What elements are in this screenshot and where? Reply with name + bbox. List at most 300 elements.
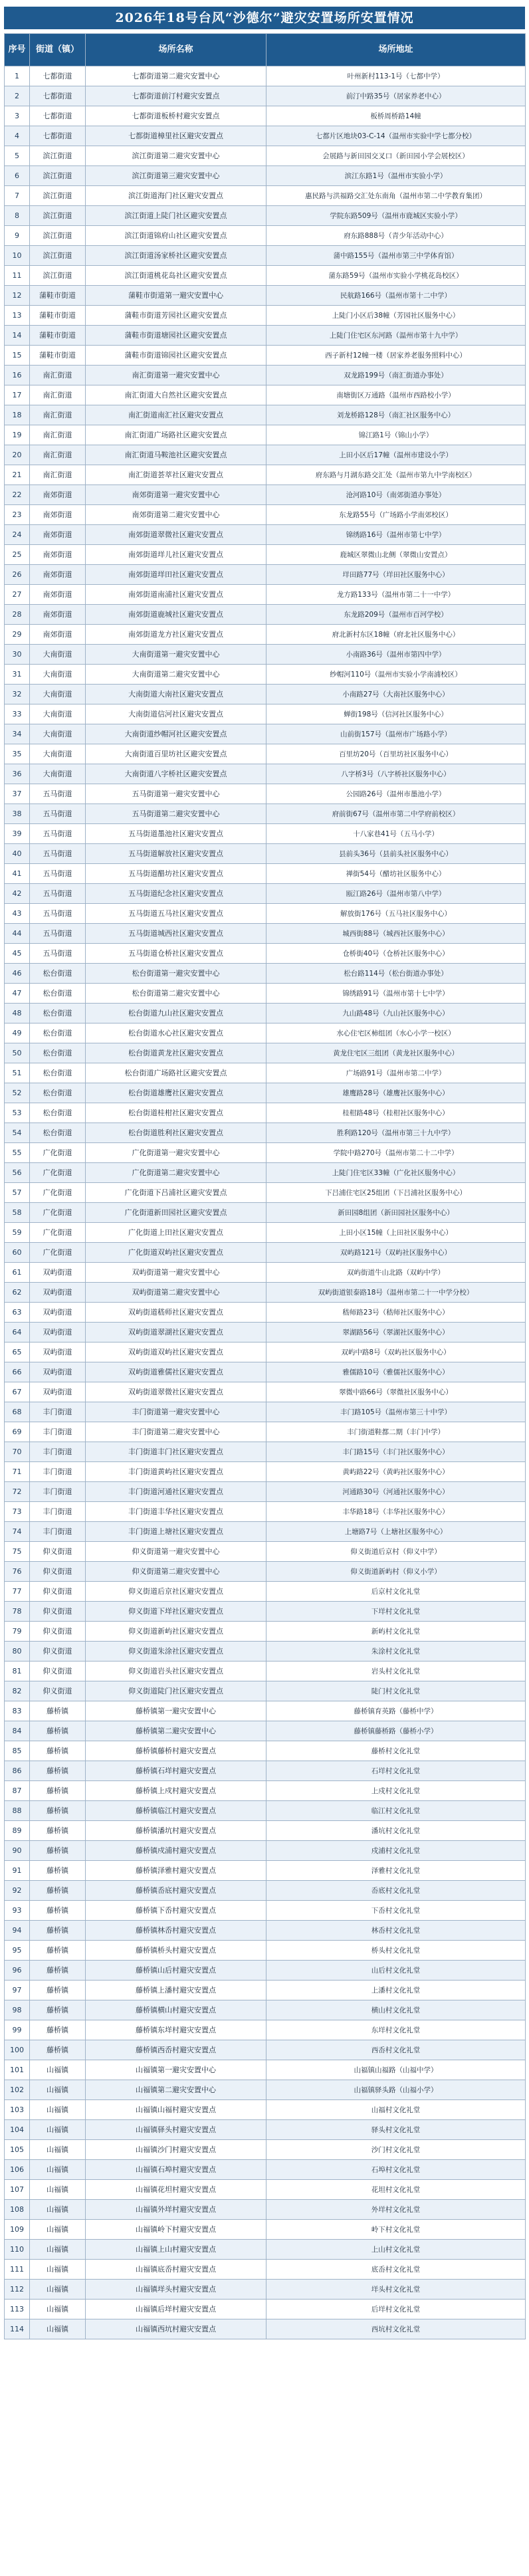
row-index: 105	[5, 2140, 30, 2160]
header-index: 序号	[5, 34, 30, 66]
row-shelter-name: 大南街道信河社区避灾安置点	[86, 704, 266, 724]
row-index: 23	[5, 505, 30, 525]
row-shelter-address: 仓桥街40号（仓桥社区服务中心）	[266, 944, 526, 964]
row-shelter-name: 广化街道新田园社区避灾安置点	[86, 1203, 266, 1223]
row-shelter-name: 藤桥镇东垟村避灾安置点	[86, 2020, 266, 2040]
table-row	[5, 286, 526, 306]
row-street: 松台街道	[30, 1063, 86, 1083]
row-shelter-address: 叶州新村113-1号（七都中学）	[266, 66, 526, 86]
row-street: 藤桥镇	[30, 2000, 86, 2020]
row-index: 32	[5, 685, 30, 704]
row-index: 37	[5, 784, 30, 804]
row-street: 藤桥镇	[30, 1801, 86, 1821]
table-row	[5, 1761, 526, 1781]
table-row	[5, 2220, 526, 2240]
row-street: 丰门街道	[30, 1502, 86, 1522]
table-row	[5, 1901, 526, 1921]
row-index: 12	[5, 286, 30, 306]
row-shelter-address: 八字桥3号（八字桥社区服务中心）	[266, 764, 526, 784]
row-index: 78	[5, 1602, 30, 1622]
row-shelter-name: 大南街道纱帽河社区避灾安置点	[86, 724, 266, 744]
row-shelter-address: 上陡门住宅区东河路（温州市第十九中学）	[266, 326, 526, 346]
row-shelter-address: 学院东路509号（温州市鹿城区实验小学）	[266, 206, 526, 226]
table-row	[5, 864, 526, 884]
row-shelter-name: 滨江街道第二避灾安置中心	[86, 146, 266, 166]
row-shelter-name: 仰义街道后京社区避灾安置点	[86, 1582, 266, 1602]
table-row	[5, 126, 526, 146]
row-street: 丰门街道	[30, 1402, 86, 1422]
row-shelter-address: 双屿中路8号（双屿社区服务中心）	[266, 1342, 526, 1362]
row-index: 73	[5, 1502, 30, 1522]
table-row	[5, 1083, 526, 1103]
row-shelter-name: 藤桥镇上潘村避灾安置点	[86, 1981, 266, 2000]
row-street: 滨江街道	[30, 246, 86, 266]
table-row	[5, 884, 526, 904]
row-index: 110	[5, 2240, 30, 2260]
row-shelter-name: 南郊街道垟儿社区避灾安置点	[86, 545, 266, 565]
table-row	[5, 1303, 526, 1323]
row-shelter-name: 山福镇底岙村避灾安置点	[86, 2260, 266, 2280]
row-shelter-address: 上田小区15幢（上田社区服务中心）	[266, 1223, 526, 1243]
row-shelter-name: 藤桥镇第一避灾安置中心	[86, 1701, 266, 1721]
table-row	[5, 1582, 526, 1602]
row-street: 双屿街道	[30, 1323, 86, 1342]
row-shelter-name: 藤桥镇戍浦村避灾安置点	[86, 1841, 266, 1861]
header-street: 街道（镇）	[30, 34, 86, 66]
row-index: 92	[5, 1881, 30, 1901]
row-index: 21	[5, 465, 30, 485]
row-shelter-name: 山福镇外垟村避灾安置点	[86, 2200, 266, 2220]
table-row	[5, 66, 526, 86]
row-index: 49	[5, 1023, 30, 1043]
row-street: 丰门街道	[30, 1462, 86, 1482]
row-index: 79	[5, 1622, 30, 1642]
shelter-table	[4, 33, 526, 2339]
row-shelter-address: 翠微中路66号（翠微社区服务中心）	[266, 1382, 526, 1402]
table-row	[5, 266, 526, 286]
table-row	[5, 1023, 526, 1043]
row-street: 藤桥镇	[30, 1741, 86, 1761]
row-shelter-name: 藤桥镇潘坑村避灾安置点	[86, 1821, 266, 1841]
row-shelter-name: 南郊街道鹿城社区避灾安置点	[86, 605, 266, 625]
row-index: 10	[5, 246, 30, 266]
row-shelter-name: 南郊街道第二避灾安置中心	[86, 505, 266, 525]
row-street: 仰义街道	[30, 1642, 86, 1662]
row-street: 七都街道	[30, 126, 86, 146]
row-street: 五马街道	[30, 844, 86, 864]
table-row	[5, 685, 526, 704]
table-row	[5, 2300, 526, 2319]
table-row	[5, 844, 526, 864]
row-shelter-name: 藤桥镇西岙村避灾安置点	[86, 2040, 266, 2060]
row-shelter-address: 垟田路77号（垟田社区服务中心）	[266, 565, 526, 585]
row-street: 七都街道	[30, 86, 86, 106]
row-shelter-name: 藤桥镇林岙村避灾安置点	[86, 1921, 266, 1941]
row-index: 24	[5, 525, 30, 545]
table-row	[5, 1721, 526, 1741]
row-shelter-address: 岙底村文化礼堂	[266, 1881, 526, 1901]
table-row	[5, 226, 526, 246]
row-index: 6	[5, 166, 30, 186]
row-shelter-address: 七都片区地块03-C-14（温州市实验中学七都分校）	[266, 126, 526, 146]
row-street: 山福镇	[30, 2319, 86, 2339]
row-shelter-name: 双屿街道嵇师社区避灾安置点	[86, 1303, 266, 1323]
row-index: 102	[5, 2080, 30, 2100]
row-shelter-name: 广化街道双屿社区避灾安置点	[86, 1243, 266, 1263]
table-row	[5, 545, 526, 565]
row-index: 99	[5, 2020, 30, 2040]
row-street: 南汇街道	[30, 425, 86, 445]
table-row	[5, 585, 526, 605]
row-shelter-address: 学院中路270号（温州市第二十二中学）	[266, 1143, 526, 1163]
row-shelter-name: 大南街道第二避灾安置中心	[86, 665, 266, 685]
row-street: 松台街道	[30, 1083, 86, 1103]
row-street: 五马街道	[30, 944, 86, 964]
row-street: 仰义街道	[30, 1681, 86, 1701]
table-row	[5, 1921, 526, 1941]
row-shelter-address: 丰华路18号（丰华社区服务中心）	[266, 1502, 526, 1522]
row-index: 112	[5, 2280, 30, 2300]
row-index: 89	[5, 1821, 30, 1841]
row-index: 46	[5, 964, 30, 984]
row-index: 56	[5, 1163, 30, 1183]
table-row	[5, 1243, 526, 1263]
row-shelter-name: 松台街道黄龙社区避灾安置点	[86, 1043, 266, 1063]
table-row	[5, 1283, 526, 1303]
row-shelter-address: 府东路与月湖东路交汇处（温州市第九中学南校区）	[266, 465, 526, 485]
table-row	[5, 984, 526, 1004]
row-shelter-name: 滨江街道第三避灾安置中心	[86, 166, 266, 186]
table-row	[5, 1223, 526, 1243]
row-shelter-name: 广化街道第二避灾安置中心	[86, 1163, 266, 1183]
row-shelter-address: 横山村文化礼堂	[266, 2000, 526, 2020]
row-index: 69	[5, 1422, 30, 1442]
row-index: 8	[5, 206, 30, 226]
row-shelter-name: 南郊街道垟田社区避灾安置点	[86, 565, 266, 585]
row-index: 81	[5, 1662, 30, 1681]
row-shelter-name: 山福镇沙门村避灾安置点	[86, 2140, 266, 2160]
row-street: 广化街道	[30, 1163, 86, 1183]
table-row	[5, 326, 526, 346]
row-shelter-name: 丰门街道上塘社区避灾安置点	[86, 1522, 266, 1542]
row-index: 107	[5, 2180, 30, 2200]
row-shelter-name: 滨江街道汤家桥社区避灾安置点	[86, 246, 266, 266]
row-shelter-address: 会展路与新田园交叉口（新田园小学会展校区）	[266, 146, 526, 166]
row-index: 111	[5, 2260, 30, 2280]
row-shelter-name: 藤桥镇上戍村避灾安置点	[86, 1781, 266, 1801]
row-street: 藤桥镇	[30, 1861, 86, 1881]
table-row	[5, 425, 526, 445]
row-street: 南郊街道	[30, 625, 86, 645]
table-row	[5, 1482, 526, 1502]
row-index: 15	[5, 346, 30, 366]
row-index: 70	[5, 1442, 30, 1462]
row-index: 44	[5, 924, 30, 944]
row-shelter-name: 南郊街道南浦社区避灾安置点	[86, 585, 266, 605]
row-shelter-name: 山福镇山福村避灾安置点	[86, 2100, 266, 2120]
table-row	[5, 1402, 526, 1422]
row-street: 松台街道	[30, 1004, 86, 1023]
table-row	[5, 1462, 526, 1482]
document-title: 2026年18号台风“沙德尔”避灾安置场所安置情况	[4, 7, 525, 29]
row-street: 松台街道	[30, 964, 86, 984]
row-street: 藤桥镇	[30, 1981, 86, 2000]
row-shelter-name: 五马街道墨池社区避灾安置点	[86, 824, 266, 844]
row-shelter-name: 仰义街道新屿社区避灾安置点	[86, 1622, 266, 1642]
row-shelter-name: 仰义街道第一避灾安置中心	[86, 1542, 266, 1562]
row-shelter-address: 临江村文化礼堂	[266, 1801, 526, 1821]
row-index: 82	[5, 1681, 30, 1701]
row-street: 松台街道	[30, 1023, 86, 1043]
row-shelter-name: 七都街道樟里社区避灾安置点	[86, 126, 266, 146]
table-row	[5, 2319, 526, 2339]
row-index: 97	[5, 1981, 30, 2000]
table-row	[5, 86, 526, 106]
row-shelter-address: 双屿街道银泰路18号（温州市第二十一中学分校）	[266, 1283, 526, 1303]
row-street: 山福镇	[30, 2200, 86, 2220]
row-shelter-name: 山福镇后垟村避灾安置点	[86, 2300, 266, 2319]
row-shelter-address: 胜利路120号（温州市第三十九中学）	[266, 1123, 526, 1143]
row-index: 66	[5, 1362, 30, 1382]
table-row	[5, 405, 526, 425]
row-index: 63	[5, 1303, 30, 1323]
row-shelter-address: 石垟村文化礼堂	[266, 1761, 526, 1781]
table-row	[5, 1961, 526, 1981]
row-street: 滨江街道	[30, 226, 86, 246]
row-index: 67	[5, 1382, 30, 1402]
table-row	[5, 166, 526, 186]
row-shelter-name: 五马街道纪念社区避灾安置点	[86, 884, 266, 904]
row-shelter-address: 朱涂村文化礼堂	[266, 1642, 526, 1662]
table-row	[5, 1941, 526, 1961]
row-index: 5	[5, 146, 30, 166]
row-shelter-address: 翠湖路56号（翠湖社区服务中心）	[266, 1323, 526, 1342]
row-shelter-name: 山福镇西坑村避灾安置点	[86, 2319, 266, 2339]
row-shelter-address: 府东路888号（青少年活动中心）	[266, 226, 526, 246]
row-shelter-address: 山前街157号（温州市广场路小学）	[266, 724, 526, 744]
row-index: 71	[5, 1462, 30, 1482]
row-index: 42	[5, 884, 30, 904]
row-shelter-name: 松台街道广场路社区避灾安置点	[86, 1063, 266, 1083]
row-street: 大南街道	[30, 665, 86, 685]
row-shelter-name: 五马街道五马社区避灾安置点	[86, 904, 266, 924]
table-row	[5, 385, 526, 405]
row-index: 95	[5, 1941, 30, 1961]
row-shelter-address: 下岙村文化礼堂	[266, 1901, 526, 1921]
row-shelter-name: 山福镇第二避灾安置中心	[86, 2080, 266, 2100]
row-shelter-name: 藤桥镇临江村避灾安置点	[86, 1801, 266, 1821]
row-index: 84	[5, 1721, 30, 1741]
row-shelter-name: 五马街道第二避灾安置中心	[86, 804, 266, 824]
row-shelter-address: 林岙村文化礼堂	[266, 1921, 526, 1941]
row-index: 60	[5, 1243, 30, 1263]
table-row	[5, 1841, 526, 1861]
row-shelter-address: 前汀中路35号（居家养老中心）	[266, 86, 526, 106]
row-shelter-address: 石埠村文化礼堂	[266, 2160, 526, 2180]
table-row	[5, 1103, 526, 1123]
row-index: 30	[5, 645, 30, 665]
table-row	[5, 764, 526, 784]
row-shelter-address: 潘坑村文化礼堂	[266, 1821, 526, 1841]
table-row	[5, 525, 526, 545]
table-row	[5, 1323, 526, 1342]
row-index: 57	[5, 1183, 30, 1203]
row-index: 74	[5, 1522, 30, 1542]
row-shelter-address: 松台路114号（松台街道办事处）	[266, 964, 526, 984]
row-shelter-name: 双屿街道翠微社区避灾安置点	[86, 1382, 266, 1402]
row-shelter-address: 解放街176号（五马社区服务中心）	[266, 904, 526, 924]
row-shelter-address: 雅儒路10号（雅儒社区服务中心）	[266, 1362, 526, 1382]
table-row	[5, 724, 526, 744]
row-index: 40	[5, 844, 30, 864]
row-street: 山福镇	[30, 2240, 86, 2260]
table-row	[5, 1342, 526, 1362]
row-index: 54	[5, 1123, 30, 1143]
row-index: 62	[5, 1283, 30, 1303]
row-street: 仰义街道	[30, 1562, 86, 1582]
row-shelter-address: 蝉街198号（信河社区服务中心）	[266, 704, 526, 724]
row-shelter-address: 西岙村文化礼堂	[266, 2040, 526, 2060]
row-street: 广化街道	[30, 1183, 86, 1203]
table-row	[5, 1801, 526, 1821]
row-index: 22	[5, 485, 30, 505]
row-shelter-address: 嵇师路23号（嵇师社区服务中心）	[266, 1303, 526, 1323]
row-shelter-address: 双屿路121号（双屿社区服务中心）	[266, 1243, 526, 1263]
row-shelter-name: 大南街道八字桥社区避灾安置点	[86, 764, 266, 784]
row-shelter-address: 东垟村文化礼堂	[266, 2020, 526, 2040]
row-shelter-name: 仰义街道第二避灾安置中心	[86, 1562, 266, 1582]
row-shelter-address: 上陡门住宅区33幢（广化社区服务中心）	[266, 1163, 526, 1183]
row-index: 14	[5, 326, 30, 346]
row-street: 南郊街道	[30, 505, 86, 525]
row-index: 93	[5, 1901, 30, 1921]
row-shelter-address: 新屿村文化礼堂	[266, 1622, 526, 1642]
row-shelter-address: 刘龙桥路128号（南汇社区服务中心）	[266, 405, 526, 425]
row-shelter-name: 仰义街道朱涂社区避灾安置点	[86, 1642, 266, 1662]
table-row	[5, 2140, 526, 2160]
row-street: 大南街道	[30, 645, 86, 665]
row-street: 广化街道	[30, 1243, 86, 1263]
row-index: 109	[5, 2220, 30, 2240]
row-shelter-name: 藤桥镇石垟村避灾安置点	[86, 1761, 266, 1781]
table-row	[5, 1063, 526, 1083]
row-shelter-name: 双屿街道翠湖社区避灾安置点	[86, 1323, 266, 1342]
row-street: 广化街道	[30, 1203, 86, 1223]
table-row	[5, 1622, 526, 1642]
row-street: 大南街道	[30, 704, 86, 724]
row-shelter-address: 南塘街区万通路（温州市西路校小学）	[266, 385, 526, 405]
row-shelter-address: 下吕浦住宅区25组团（下吕浦社区服务中心）	[266, 1183, 526, 1203]
table-row	[5, 2260, 526, 2280]
row-shelter-name: 七都街道第二避灾安置中心	[86, 66, 266, 86]
row-shelter-address: 惠民路与洪福路交汇处东南角（温州市第二中学教育集团）	[266, 186, 526, 206]
table-row	[5, 1981, 526, 2000]
table-row	[5, 784, 526, 804]
row-index: 1	[5, 66, 30, 86]
table-row	[5, 1442, 526, 1462]
row-shelter-address: 黄屿路22号（黄屿社区服务中心）	[266, 1462, 526, 1482]
row-shelter-name: 丰门街道黄屿社区避灾安置点	[86, 1462, 266, 1482]
row-index: 64	[5, 1323, 30, 1342]
table-row	[5, 1123, 526, 1143]
row-index: 55	[5, 1143, 30, 1163]
row-shelter-name: 山福镇第一避灾安置中心	[86, 2060, 266, 2080]
row-street: 双屿街道	[30, 1342, 86, 1362]
row-shelter-name: 丰门街道第一避灾安置中心	[86, 1402, 266, 1422]
row-street: 双屿街道	[30, 1263, 86, 1283]
table-row	[5, 904, 526, 924]
row-street: 藤桥镇	[30, 1961, 86, 1981]
row-index: 11	[5, 266, 30, 286]
row-shelter-name: 双屿街道雅儒社区避灾安置点	[86, 1362, 266, 1382]
row-index: 13	[5, 306, 30, 326]
table-row	[5, 1422, 526, 1442]
row-shelter-address: 板桥周桥路14幢	[266, 106, 526, 126]
row-shelter-address: 西坑村文化礼堂	[266, 2319, 526, 2339]
row-street: 南郊街道	[30, 485, 86, 505]
table-row	[5, 645, 526, 665]
table-body	[5, 66, 526, 2339]
row-street: 松台街道	[30, 1123, 86, 1143]
row-index: 28	[5, 605, 30, 625]
row-index: 65	[5, 1342, 30, 1362]
table-row	[5, 704, 526, 724]
row-street: 山福镇	[30, 2300, 86, 2319]
row-street: 仰义街道	[30, 1662, 86, 1681]
table-row	[5, 1861, 526, 1881]
row-street: 七都街道	[30, 66, 86, 86]
table-row	[5, 1781, 526, 1801]
row-street: 蒲鞋市街道	[30, 286, 86, 306]
table-row	[5, 665, 526, 685]
table-row	[5, 2100, 526, 2120]
row-index: 34	[5, 724, 30, 744]
row-shelter-address: 上山村文化礼堂	[266, 2240, 526, 2260]
table-row	[5, 1203, 526, 1223]
row-street: 南郊街道	[30, 585, 86, 605]
table-row	[5, 186, 526, 206]
row-shelter-address: 禅街54号（醋坊社区服务中心）	[266, 864, 526, 884]
row-shelter-address: 东龙路209号（温州市百河学校）	[266, 605, 526, 625]
row-shelter-address: 东龙路55号（广场路小学南郊校区）	[266, 505, 526, 525]
table-row	[5, 2080, 526, 2100]
row-street: 双屿街道	[30, 1362, 86, 1382]
row-index: 26	[5, 565, 30, 585]
row-street: 滨江街道	[30, 186, 86, 206]
row-shelter-name: 山福镇岭下村避灾安置点	[86, 2220, 266, 2240]
row-shelter-address: 山后村文化礼堂	[266, 1961, 526, 1981]
table-row	[5, 1043, 526, 1063]
row-shelter-address: 丰门街道鞋都二期（丰门中学）	[266, 1422, 526, 1442]
row-index: 7	[5, 186, 30, 206]
row-index: 50	[5, 1043, 30, 1063]
table-row	[5, 964, 526, 984]
table-row	[5, 206, 526, 226]
row-shelter-address: 新田园8组团（新田园社区服务中心）	[266, 1203, 526, 1223]
row-shelter-address: 龙方路133号（温州市第二十一中学）	[266, 585, 526, 605]
row-street: 南汇街道	[30, 366, 86, 385]
table-row	[5, 1362, 526, 1382]
row-street: 五马街道	[30, 864, 86, 884]
row-street: 广化街道	[30, 1223, 86, 1243]
row-street: 丰门街道	[30, 1522, 86, 1542]
row-index: 51	[5, 1063, 30, 1083]
row-shelter-name: 藤桥镇山后村避灾安置点	[86, 1961, 266, 1981]
row-index: 27	[5, 585, 30, 605]
row-street: 山福镇	[30, 2060, 86, 2080]
table-row	[5, 346, 526, 366]
row-index: 101	[5, 2060, 30, 2080]
